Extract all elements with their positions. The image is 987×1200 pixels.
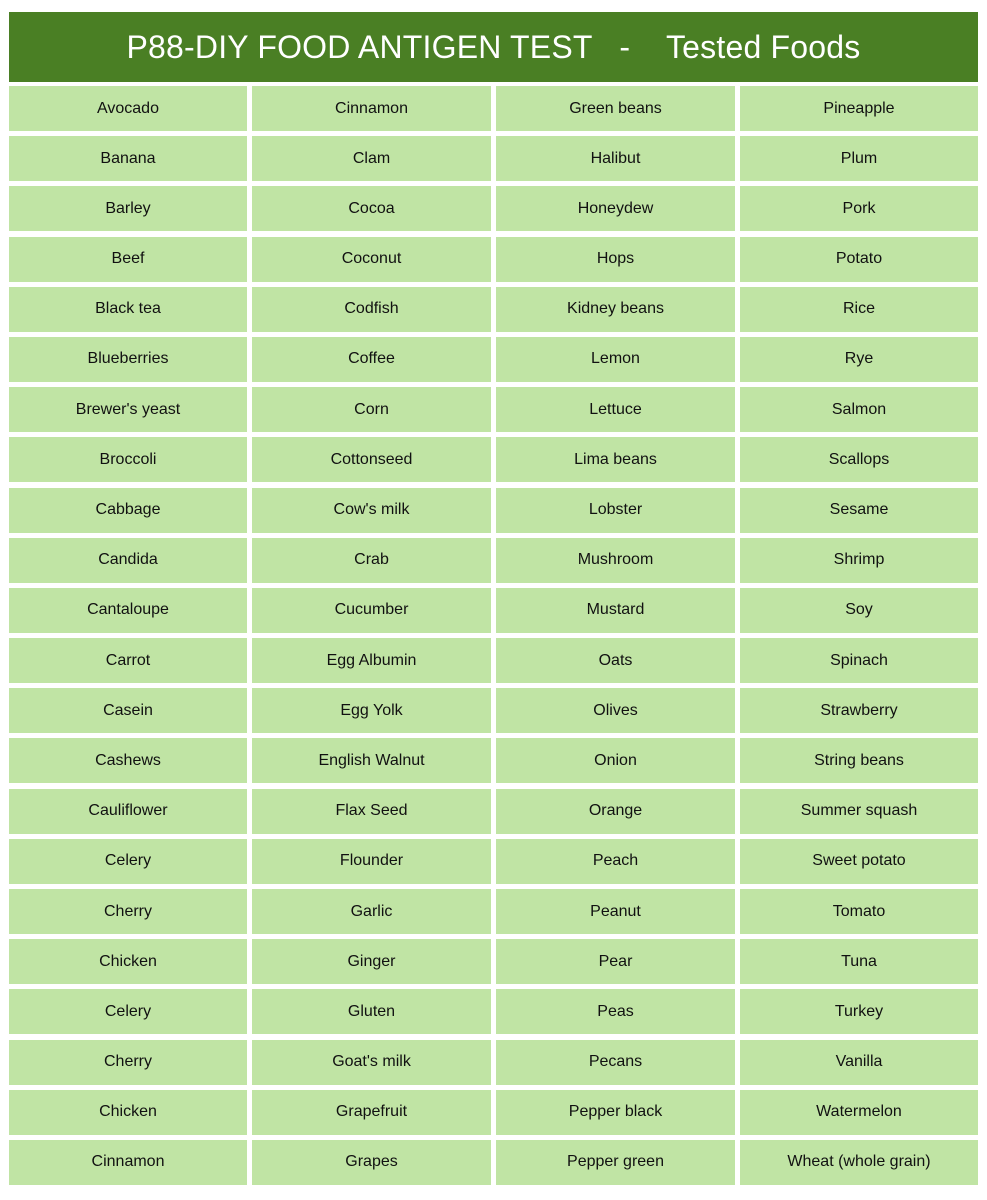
food-cell: Cherry [9, 889, 247, 934]
food-cell: Scallops [740, 437, 978, 482]
food-cell: Hops [496, 237, 735, 282]
food-cell: Pineapple [740, 86, 978, 131]
food-cell: Orange [496, 789, 735, 834]
food-cell: Wheat (whole grain) [740, 1140, 978, 1185]
food-cell: Lettuce [496, 387, 735, 432]
food-cell: Lobster [496, 488, 735, 533]
food-cell: Garlic [252, 889, 491, 934]
food-cell: Summer squash [740, 789, 978, 834]
food-cell: Pepper green [496, 1140, 735, 1185]
food-cell: Green beans [496, 86, 735, 131]
food-cell: Avocado [9, 86, 247, 131]
food-cell: Cherry [9, 1040, 247, 1085]
food-cell: Barley [9, 186, 247, 231]
food-cell: Candida [9, 538, 247, 583]
food-cell: Chicken [9, 1090, 247, 1135]
food-cell: Olives [496, 688, 735, 733]
food-cell: Cocoa [252, 186, 491, 231]
food-cell: String beans [740, 738, 978, 783]
food-cell: Pepper black [496, 1090, 735, 1135]
food-cell: Grapefruit [252, 1090, 491, 1135]
food-cell: Beef [9, 237, 247, 282]
food-cell: Kidney beans [496, 287, 735, 332]
food-cell: Celery [9, 839, 247, 884]
food-cell: Cottonseed [252, 437, 491, 482]
food-cell: Strawberry [740, 688, 978, 733]
food-cell: Casein [9, 688, 247, 733]
food-cell: Egg Yolk [252, 688, 491, 733]
food-cell: Onion [496, 738, 735, 783]
food-cell: Egg Albumin [252, 638, 491, 683]
food-cell: Peas [496, 989, 735, 1034]
food-cell: Crab [252, 538, 491, 583]
food-cell: Peanut [496, 889, 735, 934]
food-cell: Chicken [9, 939, 247, 984]
food-cell: Honeydew [496, 186, 735, 231]
food-cell: Banana [9, 136, 247, 181]
food-cell: Lima beans [496, 437, 735, 482]
food-cell: Clam [252, 136, 491, 181]
food-cell: Cow's milk [252, 488, 491, 533]
food-cell: Pecans [496, 1040, 735, 1085]
food-cell: Cabbage [9, 488, 247, 533]
food-cell: Blueberries [9, 337, 247, 382]
food-table [9, 86, 978, 1185]
food-cell: Coconut [252, 237, 491, 282]
food-cell: Rye [740, 337, 978, 382]
food-cell: Pork [740, 186, 978, 231]
food-cell: Mushroom [496, 538, 735, 583]
food-cell: Turkey [740, 989, 978, 1034]
food-cell: Shrimp [740, 538, 978, 583]
food-cell: Sweet potato [740, 839, 978, 884]
food-cell: Watermelon [740, 1090, 978, 1135]
food-cell: Broccoli [9, 437, 247, 482]
food-cell: Cucumber [252, 588, 491, 633]
food-cell: Black tea [9, 287, 247, 332]
food-cell: Celery [9, 989, 247, 1034]
food-cell: Tomato [740, 889, 978, 934]
food-cell: Codfish [252, 287, 491, 332]
food-cell: Soy [740, 588, 978, 633]
food-cell: Brewer's yeast [9, 387, 247, 432]
food-cell: Coffee [252, 337, 491, 382]
food-cell: Halibut [496, 136, 735, 181]
food-cell: Vanilla [740, 1040, 978, 1085]
food-cell: Cinnamon [252, 86, 491, 131]
food-cell: Goat's milk [252, 1040, 491, 1085]
food-cell: Carrot [9, 638, 247, 683]
food-cell: Corn [252, 387, 491, 432]
food-cell: Pear [496, 939, 735, 984]
food-cell: Lemon [496, 337, 735, 382]
food-cell: Potato [740, 237, 978, 282]
food-cell: Flounder [252, 839, 491, 884]
food-cell: Gluten [252, 989, 491, 1034]
food-cell: Spinach [740, 638, 978, 683]
food-cell: Peach [496, 839, 735, 884]
food-cell: Tuna [740, 939, 978, 984]
food-cell: Plum [740, 136, 978, 181]
food-cell: Cantaloupe [9, 588, 247, 633]
food-cell: Grapes [252, 1140, 491, 1185]
food-cell: Mustard [496, 588, 735, 633]
food-cell: Cashews [9, 738, 247, 783]
food-cell: Cinnamon [9, 1140, 247, 1185]
food-cell: Ginger [252, 939, 491, 984]
food-cell: English Walnut [252, 738, 491, 783]
food-cell: Flax Seed [252, 789, 491, 834]
food-cell: Salmon [740, 387, 978, 432]
food-cell: Sesame [740, 488, 978, 533]
food-cell: Oats [496, 638, 735, 683]
food-cell: Cauliflower [9, 789, 247, 834]
page-title: P88-DIY FOOD ANTIGEN TEST - Tested Foods [9, 12, 978, 82]
food-cell: Rice [740, 287, 978, 332]
